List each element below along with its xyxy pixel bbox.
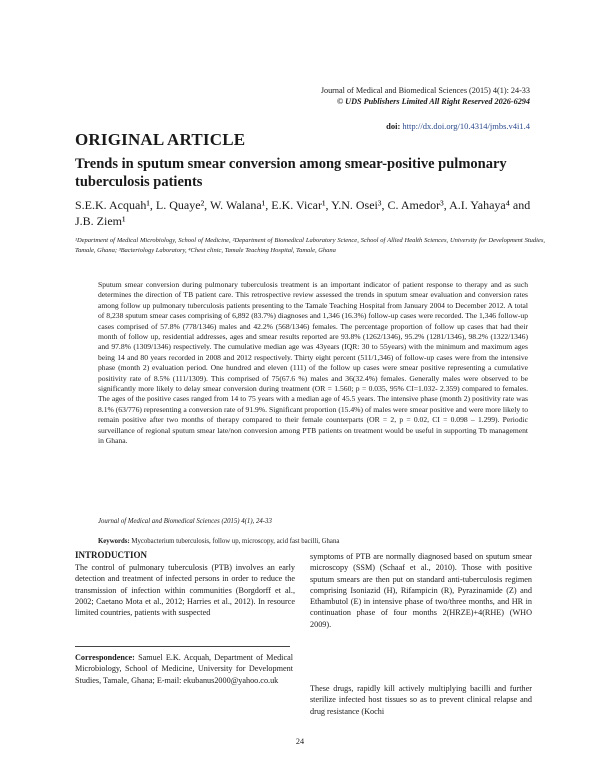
doi-label: doi: [386, 121, 401, 131]
doi-line [386, 121, 530, 131]
article-title: Trends in sputum smear conversion among smear-positive pulmonary tuberculosis patients [75, 156, 507, 190]
correspondence-label: Correspondence: [75, 653, 135, 662]
introduction-heading: INTRODUCTION [75, 550, 148, 560]
abstract: Sputum smear conversion during pulmonary tuberculosis treatment is an important indicator of patient response to therapy and as such determines the direction of TB patient care. This retrospective review assessed the trends in sputum smear evaluation and conversion rates among follow up pulmonary tuberculosis patients presenting to the Tamale Teaching Hospital from January 2004 to December 2012. A total of 8,238 sputum smear cases comprising of 6,892 (83.7%) diagnoses and 1,346 (16.3%) follow-up cases were recorded. The 1,346 follow-up cases comprised of 57.8% (778/1346) males and 42.2% (568/1346) females. The percentage proportion of follow up cases that had their month of follow up, residential addresses, ages and smear results reported are 93.8% (1262/1346), 95.2% (1281/1346), 98.2% (1322/1346) and 97.8% (1309/1346) respectively. The cumulative median age was 43years (IQR: 30 to 55years) with the minimum and maximum ages being 14 and 80 years recorded in 2008 and 2012 respectively. Thirty eight percent (511/1,346) of follow-up cases were from the intensive phase (month 2) evaluation period. One hundred and eleven (111) of the follow up cases were smear positive representing a cumulative positivity rate of 8.5% (111/1309). This comprised of 75(67.6 %) males and 36(32.4%) females. Generally males were observed to be significantly more likely to delay smear conversion during treatment (OR = 1.560; p = 0.035, 95% CI=1.032- 2.359) compared to females. The ages of the positive cases ranged from 14 to 75 years with a median age of 45.5 years. The intensive phase (month 2) positivity rate was 8.1% (63/776) representing a conversion rate of 91.9%. Significant proportion (15.4%) of males were smear positive and were more likely to remain positive after two months of therapy compared to their female counterparts (OR = 2, p = 0.02, CI = 0.098 – 1.299). Periodic surveillance of regional sputum smear late/non conversion among PTB patients on treatment would be useful in supporting Tb management in Ghana. [98, 280, 528, 446]
abstract-citation: Journal of Medical and Biomedical Sciences (2015) 4(1), 24-33 [98, 518, 272, 525]
affiliations: ¹Department of Medical Microbiology, School of Medicine, ²Department of Biomedical Laboratory Science, School of Allied Health Sciences, University for Development Studies, Tamale, Ghana; ³Bacteriology Laboratory, ⁴Chest clinic, Tamale Teaching Hospital, Tamale, Ghana [75, 237, 545, 254]
copyright-notice: © UDS Publishers Limited All Right Reserved 2026-6294 [337, 97, 530, 106]
article-type: ORIGINAL ARTICLE [75, 130, 246, 149]
correspondence [75, 652, 293, 686]
footnote-divider [75, 646, 290, 647]
intro-paragraph-right-2: These drugs, rapidly kill actively multiplying bacilli and further sterilize infected host tissues so as to prevent clinical relapse and drug resistance (Kochi [310, 684, 532, 716]
journal-citation: Journal of Medical and Biomedical Sciences (2015) 4(1): 24-33 [320, 86, 530, 95]
keywords [98, 538, 339, 545]
correspondence-details: Samuel E.K. Acquah, Department of Medical Microbiology, School of Medicine, University for Development Studies, Tamale, Ghana; E-mail: ekubanus2000@yahoo.co.uk [75, 653, 293, 685]
author-list: S.E.K. Acquah¹, L. Quaye², W. Walana¹, E.K. Vicar¹, Y.N. Osei³, C. Amedor³, A.I. Yahaya⁴ and J.B. Ziem¹ [75, 198, 531, 228]
page-number: 24 [295, 737, 305, 746]
intro-paragraph-left: The control of pulmonary tuberculosis (PTB) involves an early detection and treatment of infected persons in order to reduce the transmission of infection within communities (Borgdorff et al., 2002; Caetano Mota et al., 2012; Harries et al., 2012). In resource limited countries, patients with suspected [75, 563, 295, 618]
doi-link[interactable]: http://dx.doi.org/10.4314/jmbs.v4i1.4 [402, 121, 530, 131]
keywords-list: Mycobacterium tuberculosis, follow up, microscopy, acid fast bacilli, Ghana [129, 538, 340, 545]
intro-paragraph-right: symptoms of PTB are normally diagnosed based on sputum smear microscopy (SSM) (Schaaf et al., 2010). Those with positive sputum smears are then put on standard anti-tuberculosis regimen comprising Isoniazid (H), Rifampicin (R), Pyrazinamide (Z) and Ethambutol (E) in intensive phase of two/three months, and HR in continuation phase of four months 2(HRZE)+4(RHE) (WHO 2009). [310, 552, 532, 629]
keywords-label: Keywords: [98, 538, 130, 545]
